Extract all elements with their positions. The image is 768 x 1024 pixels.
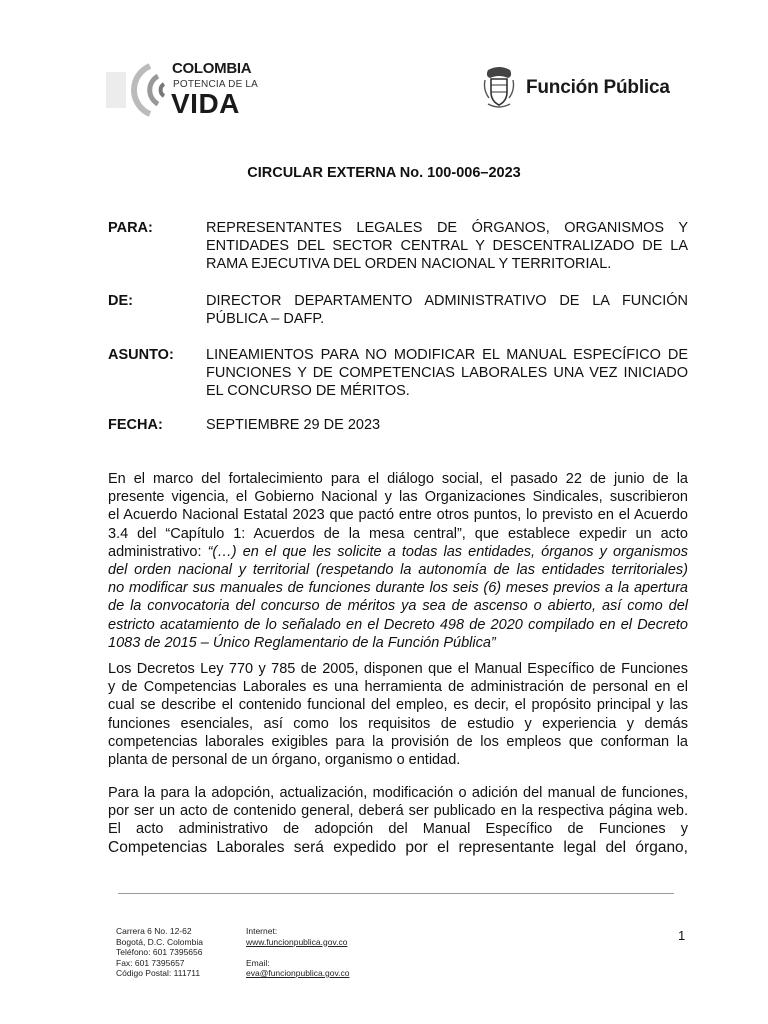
line-text: 3.4 del “Capítulo 1: Acuerdos de la mesa central”, que establece expedir un acto <box>108 525 688 542</box>
logo-country: COLOMBIA <box>172 60 252 77</box>
address-line: Fax: 601 7395657 <box>116 957 185 968</box>
line-text: administrativo: <box>108 543 208 560</box>
body-paragraph-3 <box>108 784 688 857</box>
arc-waves-icon <box>106 58 172 122</box>
paragraph-line: funciones esenciales, así como los requisitos de estudio y experiencia y demás <box>108 715 688 732</box>
footer-spacer <box>246 947 349 958</box>
line-text: el Acuerdo Nacional Estatal 2023 que pactó entre otros puntos, lo previsto en el Acuerdo <box>108 507 688 524</box>
footer-divider <box>118 893 674 894</box>
field-value-line: RAMA EJECUTIVA DEL ORDEN NACIONAL Y TERRITORIAL. <box>206 256 612 272</box>
field-value-line: LINEAMIENTOS PARA NO MODIFICAR EL MANUAL ESPECÍFICO DE <box>206 347 688 363</box>
paragraph-line: estricto acatamiento de lo señalado en el Decreto 498 de 2020 compilado en el Decreto <box>108 616 688 633</box>
paragraph-line <box>108 506 688 524</box>
quote-text: “(…) en el que les solicite a todas las entidades, órganos y organismos <box>207 543 688 560</box>
page-number: 1 <box>678 928 686 943</box>
line-text: En el marco del fortalecimiento para el diálogo social, el pasado 22 de junio de la <box>108 471 688 487</box>
field-value <box>206 416 688 434</box>
line-text: presente vigencia, el Gobierno Nacional y las Organizaciones Sindicales, suscribieron <box>108 489 688 506</box>
field-value-line: EL CONCURSO DE MÉRITOS. <box>206 383 410 399</box>
paragraph-line <box>108 488 688 506</box>
paragraph-line <box>108 543 688 561</box>
field-value-line: REPRESENTANTES LEGALES DE ÓRGANOS, ORGANISMOS Y <box>206 220 688 236</box>
paragraph-line <box>108 470 688 488</box>
footer-address <box>116 926 203 979</box>
address-line: Carrera 6 No. 12-62 <box>116 926 192 936</box>
paragraph-line: planta de personal de un órgano, organismo o entidad. <box>108 752 461 769</box>
paragraph-line: Para la para la adopción, actualización, modificación o adición del manual de funciones, <box>108 785 688 801</box>
logo-slogan: POTENCIA DE LA <box>173 79 259 90</box>
field-value-line: DIRECTOR DEPARTAMENTO ADMINISTRATIVO DE LA FUNCIÓN <box>206 293 688 309</box>
field-value-line: SEPTIEMBRE 29 DE 2023 <box>206 417 381 433</box>
field-label: DE: <box>108 293 133 309</box>
body-paragraph-2 <box>108 660 688 769</box>
internet-label: Internet: <box>246 926 278 936</box>
field-value-line: FUNCIONES Y DE COMPETENCIAS LABORALES UNA VEZ INICIADO <box>206 365 688 381</box>
paragraph-line: no modificar sus manuales de funciones durante los seis (6) meses previos a la apertura <box>108 580 688 597</box>
colombia-potencia-de-la-vida-logo <box>106 58 276 122</box>
funcion-publica-logo <box>482 66 672 110</box>
field-value <box>206 219 688 273</box>
paragraph-line: de la convocatoria del concurso de méritos ya sea de ascenso o abierto, así como del <box>108 598 688 615</box>
paragraph-line: Competencias Laborales será expedido por el representante legal del órgano, <box>108 838 688 856</box>
field-label: ASUNTO: <box>108 347 174 363</box>
website-link[interactable]: www.funcionpublica.gov.co <box>246 936 348 947</box>
coat-of-arms-icon <box>482 66 516 108</box>
logo-org-name: Función Pública <box>526 77 670 98</box>
logo-word: VIDA <box>171 88 240 119</box>
email-link[interactable]: eva@funcionpublica.gov.co <box>246 968 350 978</box>
paragraph-line: por ser un acto de contenido general, deberá ser publicado en la respectiva página web. <box>108 803 688 820</box>
body-paragraph-1 <box>108 470 688 652</box>
address-line: Teléfono: 601 7395656 <box>116 947 203 957</box>
paragraph-line: 1083 de 2015 – Único Reglamentario de la Función Pública” <box>108 634 496 651</box>
paragraph-line: El acto administrativo de adopción del Manual Específico de Funciones y <box>108 821 688 838</box>
footer-contact <box>246 926 349 979</box>
field-value <box>206 346 688 400</box>
field-value <box>206 292 688 328</box>
paragraph-line: Los Decretos Ley 770 y 785 de 2005, disponen que el Manual Específico de Funciones <box>108 661 688 677</box>
paragraph-line: y de Competencias Laborales es una herramienta de administración de personal en el <box>108 679 688 696</box>
address-line: Bogotá, D.C. Colombia <box>116 936 203 947</box>
paragraph-line: del orden nacional y territorial (respetando la autonomía de las entidades territoriales) <box>108 562 688 579</box>
field-label: FECHA: <box>108 417 163 433</box>
email-label: Email: <box>246 957 270 968</box>
paragraph-line: competencias laborales exigibles para la provisión de los empleos que conforman la <box>108 733 688 750</box>
document-title: CIRCULAR EXTERNA No. 100-006–2023 <box>247 165 521 181</box>
field-value-line: ENTIDADES DEL SECTOR CENTRAL Y DESCENTRALIZADO DE LA <box>206 238 688 254</box>
address-line: Código Postal: 111711 <box>116 968 201 978</box>
paragraph-line: cual se describe el contenido funcional del empleo, es decir, el propósito principal y las <box>108 697 688 714</box>
paragraph-line <box>108 525 688 543</box>
field-value-line: PÚBLICA – DAFP. <box>206 311 325 327</box>
field-label: PARA: <box>108 220 153 236</box>
